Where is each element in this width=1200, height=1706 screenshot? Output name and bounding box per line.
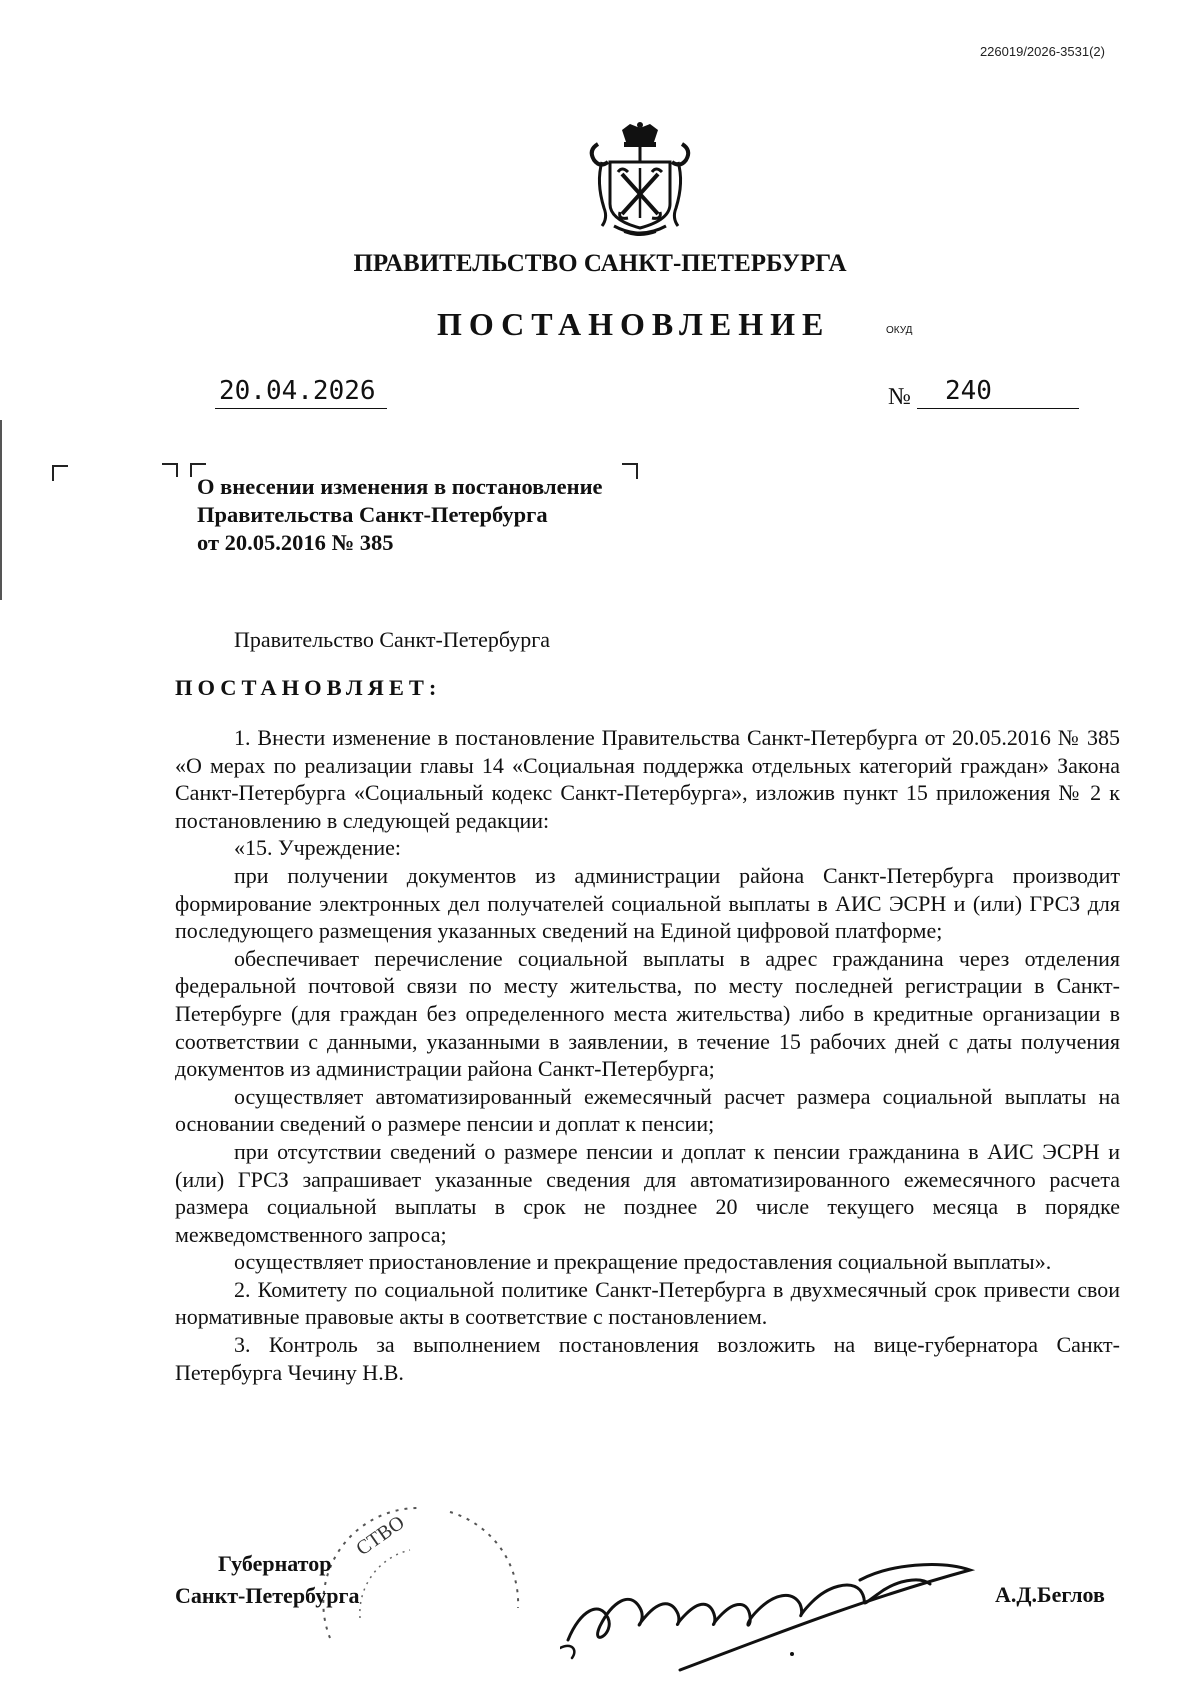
seal-text: СТВО bbox=[352, 1511, 409, 1561]
signer-name: А.Д.Беглов bbox=[995, 1582, 1105, 1607]
signer-title bbox=[175, 1548, 359, 1612]
document-registration-code: 226019/2026-3531(2) bbox=[979, 44, 1105, 59]
left-margin-line bbox=[0, 420, 2, 600]
corner-mark-subject-start-a bbox=[162, 463, 178, 477]
body-paragraph: 2. Комитету по социальной политике Санкт-Петербурга в двухмесячный срок привести свои нормативные правовые акты в соответствие с постановлением. bbox=[175, 1276, 1120, 1330]
preamble-actor: Правительство Санкт-Петербурга bbox=[234, 627, 551, 652]
body-paragraph: при отсутствии сведений о размере пенсии и доплат к пенсии гражданина в АИС ЭСРН и (или) ГРСЗ запрашивает указанные сведения для автоматизированного ежемесячного расчета размера социальной выплаты в срок не позднее 20 числе текущего месяца в порядке межведомственного запроса; bbox=[175, 1138, 1120, 1247]
corner-mark-subject-end bbox=[622, 463, 638, 479]
body-paragraph: осуществляет автоматизированный ежемесячный расчет размера социальной выплаты на основании сведений о размере пенсии и доплат к пенсии; bbox=[175, 1083, 1120, 1137]
document-body bbox=[175, 724, 1120, 1386]
body-paragraph: при получении документов из администрации района Санкт-Петербурга производит формирование электронных дел получателей социальной выплаты в АИС ЭСРН и (или) ГРСЗ для последующего размещения указанных сведений на Единой цифровой платформе; bbox=[175, 862, 1120, 944]
act-type-title: ПОСТАНОВЛЕНИЕ bbox=[437, 306, 831, 342]
body-paragraph: «15. Учреждение: bbox=[234, 835, 401, 861]
document-number: 240 bbox=[917, 374, 1079, 409]
document-subject bbox=[197, 473, 603, 557]
enacting-word: ПОСТАНОВЛЯЕТ: bbox=[175, 675, 442, 700]
signer-title-line: Санкт-Петербурга bbox=[175, 1583, 360, 1608]
saint-petersburg-coat-of-arms-icon bbox=[580, 122, 700, 238]
body-paragraph: 3. Контроль за выполнением постановления возложить на вице-губернатора Санкт-Петербурга Чечину Н.В. bbox=[175, 1332, 1120, 1385]
subject-line: от 20.05.2016 № 385 bbox=[197, 530, 394, 555]
corner-mark-left bbox=[52, 465, 68, 481]
subject-line: Правительства Санкт-Петербурга bbox=[197, 502, 548, 527]
body-paragraph: 1. Внести изменение в постановление Правительства Санкт-Петербурга от 20.05.2016 № 385 «О мерах по реализации главы 14 «Социальная поддержка отдельных категорий граждан» Закона Санкт-Петербурга «Социальный кодекс Санкт-Петербурга», изложив пункт 15 приложения № 2 к постановлению в следующей редакции: bbox=[175, 725, 1120, 833]
subject-line: О внесении изменения в постановление bbox=[197, 474, 603, 499]
government-name: ПРАВИТЕЛЬСТВО САНКТ-ПЕТЕРБУРГА bbox=[353, 250, 847, 277]
number-sign: № bbox=[888, 384, 911, 410]
document-date: 20.04.2026 bbox=[215, 374, 387, 409]
handwritten-signature-icon bbox=[560, 1530, 980, 1680]
signer-title-line: Губернатор bbox=[218, 1551, 332, 1576]
okud-label: ОКУД bbox=[886, 325, 913, 336]
body-paragraph: осуществляет приостановление и прекращение предоставления социальной выплаты». bbox=[234, 1249, 1052, 1275]
body-paragraph: обеспечивает перечисление социальной выплаты в адрес гражданина через отделения федеральной почтовой связи по месту жительства, по месту последней регистрации в Санкт-Петербурге (для граждан без определенного места жительства) либо в кредитные организации в соответствии с данными, указанными в заявлении, в течение 15 рабочих дней с даты получения документов из администрации района Санкт-Петербурга; bbox=[175, 945, 1120, 1082]
